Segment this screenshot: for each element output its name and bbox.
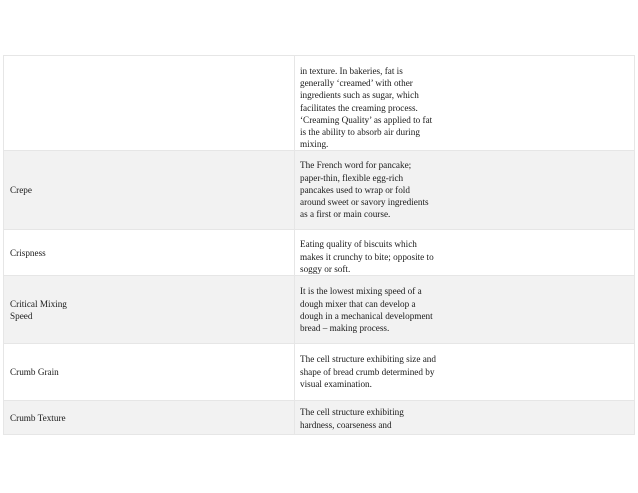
definition-text: Eating quality of biscuits which makes it crunchy to bite; opposite to soggy or soft. xyxy=(300,239,434,274)
term-cell: Crumb Grain xyxy=(4,344,295,401)
term-text: Critical Mixing Speed xyxy=(10,298,67,321)
definition-cell xyxy=(295,276,635,344)
table-row xyxy=(4,276,635,344)
definition-cell xyxy=(295,230,635,276)
table-row xyxy=(4,230,635,276)
definition-text: The French word for pancake; paper-thin, flexible egg-rich pancakes used to wrap or fold around sweet or savory ingredients as a first or main course. xyxy=(300,160,429,220)
term-cell xyxy=(4,276,295,344)
definition-cell xyxy=(295,151,635,230)
glossary-table xyxy=(3,55,635,435)
term-cell: Crepe xyxy=(4,151,295,230)
definition-text: in texture. In bakeries, fat is generally ‘creamed’ with other ingredients such as sugar, which facilitates the creaming process. ‘Creaming Quality’ as applied to fat is the ability to absorb air during mixing. xyxy=(300,66,433,150)
definition-text: It is the lowest mixing speed of a dough mixer that can develop a dough in a mechanical development bread – making process. xyxy=(300,286,433,334)
table-row xyxy=(4,56,635,151)
definition-text: The cell structure exhibiting size and shape of bread crumb determined by visual examination. xyxy=(300,354,436,389)
term-cell: Crispness xyxy=(4,230,295,276)
table-row xyxy=(4,151,635,230)
definition-cell xyxy=(295,56,635,151)
table-row xyxy=(4,401,635,435)
definition-cell xyxy=(295,344,635,401)
table-row xyxy=(4,344,635,401)
term-cell xyxy=(4,56,295,151)
definition-cell xyxy=(295,401,635,435)
term-cell: Crumb Texture xyxy=(4,401,295,435)
definition-text: The cell structure exhibiting hardness, coarseness and xyxy=(300,407,404,430)
